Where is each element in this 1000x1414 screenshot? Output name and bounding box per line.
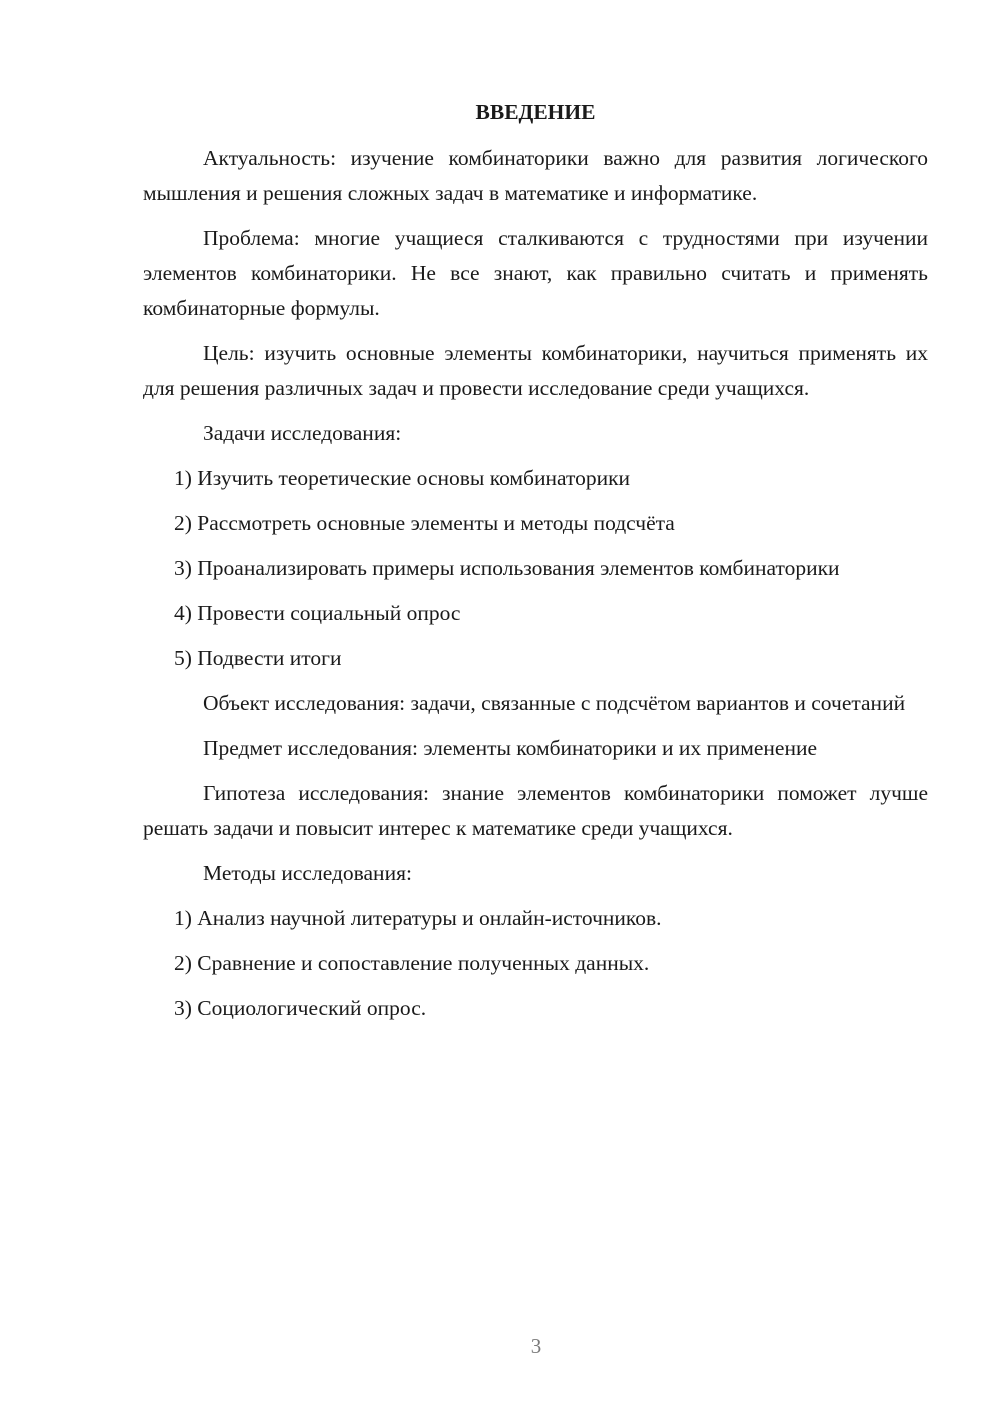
method-item: 1) Анализ научной литературы и онлайн-источников.	[174, 906, 662, 930]
task-item: 1) Изучить теоретические основы комбинаторики	[174, 466, 631, 490]
relevance-paragraph: Актуальность: изучение комбинаторики важно для развития логического мышления и решения сложных задач в математике и информатике.	[143, 146, 928, 205]
goal-paragraph: Цель: изучить основные элементы комбинаторики, научиться применять их для решения различных задач и провести исследование среди учащихся.	[143, 341, 928, 400]
section-title: ВВЕДЕНИЕ	[475, 100, 596, 124]
object-paragraph: Объект исследования: задачи, связанные с подсчётом вариантов и сочетаний	[203, 691, 906, 715]
task-item: 3) Проанализировать примеры использования элементов комбинаторики	[174, 556, 840, 580]
task-item: 2) Рассмотреть основные элементы и методы подсчёта	[174, 511, 675, 535]
methods-heading: Методы исследования:	[203, 861, 412, 885]
problem-paragraph: Проблема: многие учащиеся сталкиваются с трудностями при изучении элементов комбинаторики. Не все знают, как правильно считать и применять комбинаторные формулы.	[143, 226, 928, 320]
method-item: 3) Социологический опрос.	[174, 996, 427, 1020]
page-content	[143, 94, 928, 1036]
hypothesis-paragraph: Гипотеза исследования: знание элементов комбинаторики поможет лучше решать задачи и повысит интерес к математике среди учащихся.	[143, 781, 928, 840]
method-item: 2) Сравнение и сопоставление полученных данных.	[174, 951, 650, 975]
task-item: 4) Провести социальный опрос	[174, 601, 461, 625]
tasks-heading: Задачи исследования:	[203, 421, 402, 445]
page-number: 3	[530, 1334, 542, 1358]
task-item: 5) Подвести итоги	[174, 646, 342, 670]
subject-paragraph: Предмет исследования: элементы комбинаторики и их применение	[203, 736, 818, 760]
